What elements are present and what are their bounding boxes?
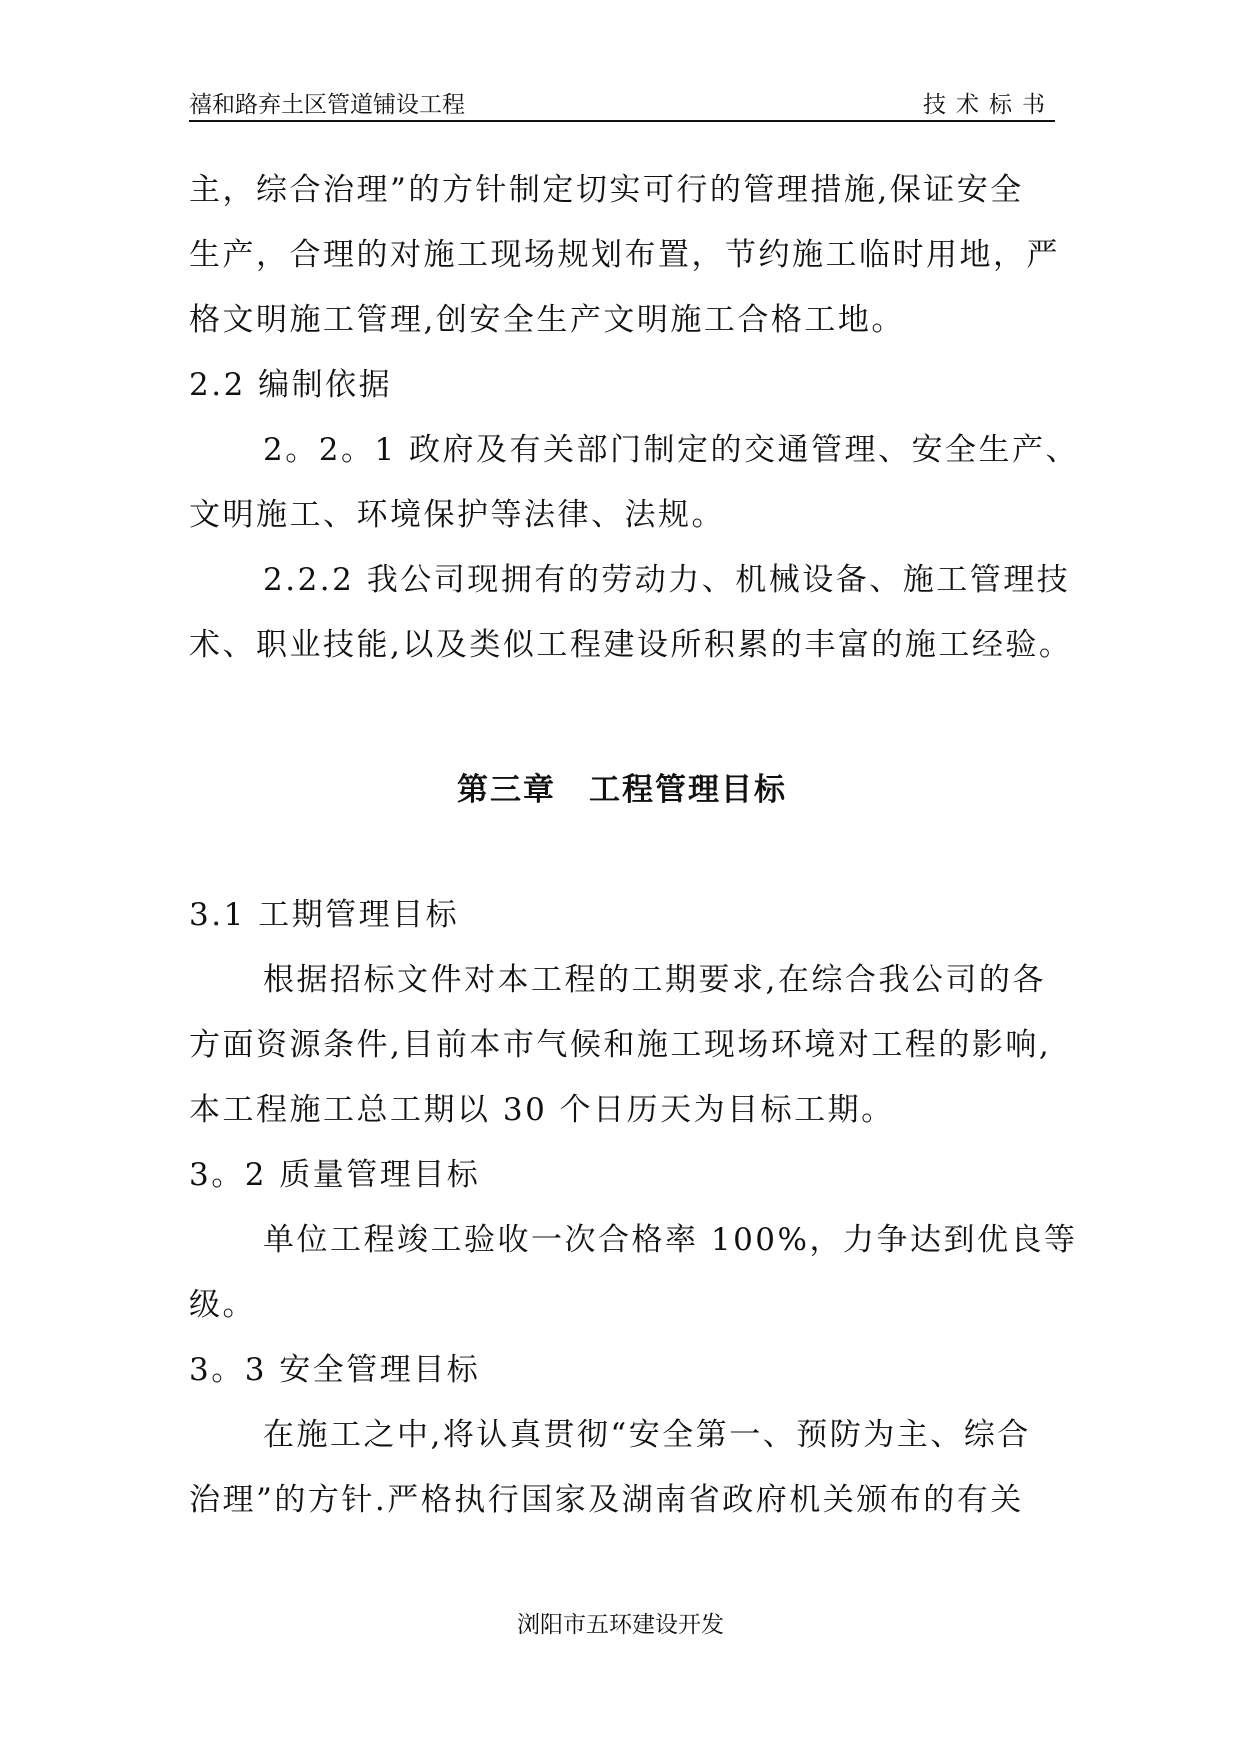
chapter-title: 第三章 工程管理目标 bbox=[457, 772, 787, 808]
body-line: 格文明施工管理,创安全生产文明施工合格工地。 bbox=[189, 302, 905, 338]
body-line: 术、职业技能,以及类似工程建设所积累的丰富的施工经验。 bbox=[189, 627, 1073, 663]
page-footer: 浏阳市五环建设开发 bbox=[517, 1612, 724, 1638]
header-project-name: 禧和路弃土区管道铺设工程 bbox=[189, 92, 465, 118]
body-line: 本工程施工总工期以 30 个日历天为目标工期。 bbox=[189, 1092, 895, 1128]
body-line: 主，综合治理”的方针制定切实可行的管理措施,保证安全 bbox=[189, 172, 1024, 208]
body-line: 2.2.2 我公司现拥有的劳动力、机械设备、施工管理技 bbox=[263, 562, 1071, 598]
section-heading: 3.1 工期管理目标 bbox=[189, 897, 460, 933]
header-document-type: 技术标书 bbox=[923, 92, 1055, 118]
body-line: 生产，合理的对施工现场规划布置，节约施工临时用地，严 bbox=[189, 237, 1060, 273]
body-line: 方面资源条件,目前本市气候和施工现场环境对工程的影响, bbox=[189, 1027, 1052, 1063]
section-heading: 3。2 质量管理目标 bbox=[189, 1157, 481, 1193]
body-line: 2。2。1 政府及有关部门制定的交通管理、安全生产、 bbox=[263, 432, 1080, 468]
page-header bbox=[189, 86, 1055, 116]
header-rule bbox=[189, 120, 1055, 122]
body-line: 治理”的方针.严格执行国家及湖南省政府机关颁布的有关 bbox=[189, 1482, 1024, 1518]
section-heading: 2.2 编制依据 bbox=[189, 367, 393, 403]
body-line: 单位工程竣工验收一次合格率 100%，力争达到优良等 bbox=[263, 1222, 1078, 1258]
section-heading: 3。3 安全管理目标 bbox=[189, 1352, 481, 1388]
body-line: 在施工之中,将认真贯彻“安全第一、预防为主、综合 bbox=[263, 1417, 1031, 1453]
body-line: 根据招标文件对本工程的工期要求,在综合我公司的各 bbox=[263, 962, 1046, 998]
body-line: 级。 bbox=[189, 1287, 256, 1323]
body-line: 文明施工、环境保护等法律、法规。 bbox=[189, 497, 725, 533]
